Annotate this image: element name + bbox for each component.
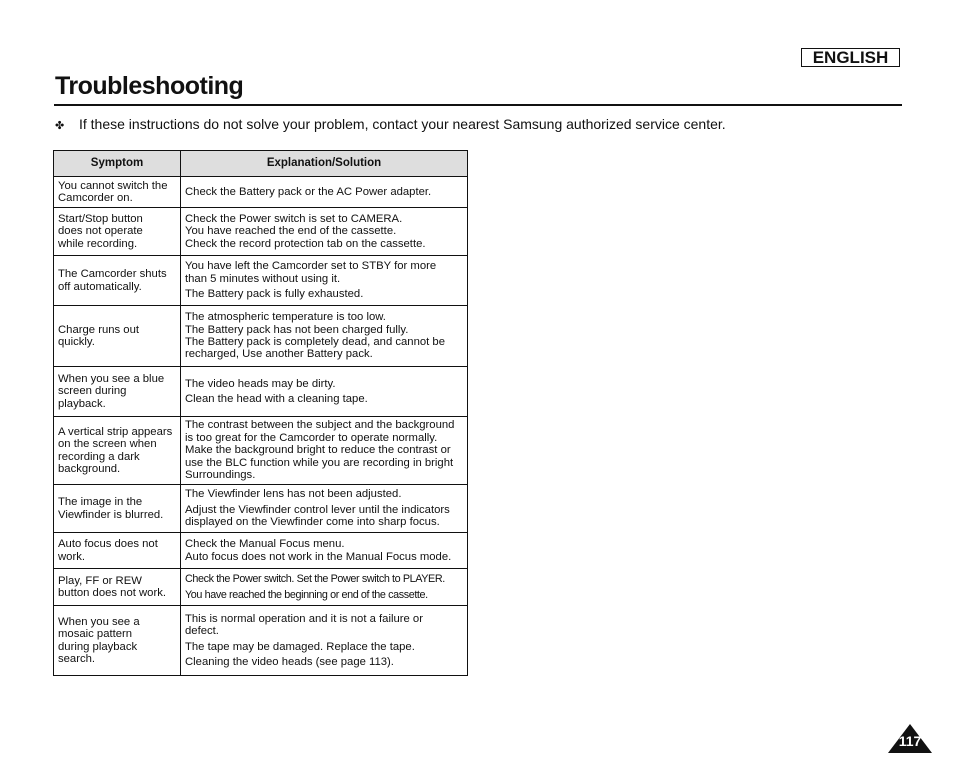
symptom-line: quickly. <box>58 336 95 348</box>
symptom-line: Play, FF or REW <box>58 574 142 587</box>
symptom-line: background. <box>58 462 121 475</box>
symptom-cell <box>54 606 181 676</box>
solution-line: Cleaning the video heads (see page 113). <box>185 655 394 668</box>
solution-line: The Battery pack has not been charged fully. <box>185 323 409 336</box>
solution-line: This is normal operation and it is not a failure or <box>185 612 423 625</box>
solution-cell <box>181 606 468 676</box>
symptom-line: work. <box>58 550 85 563</box>
symptom-line: while recording. <box>58 237 138 250</box>
page-number-marker <box>888 724 932 753</box>
symptom-line: on the screen when <box>58 438 157 451</box>
solution-line: Clean the head with a cleaning tape. <box>185 393 368 405</box>
table-row <box>54 256 468 306</box>
solution-cell <box>181 177 468 208</box>
symptom-cell <box>54 533 181 569</box>
table-row <box>54 417 468 485</box>
language-badge: ENGLISH <box>801 48 900 67</box>
table-row <box>54 485 468 533</box>
table-row <box>54 177 468 208</box>
table-row <box>54 367 468 417</box>
solution-line: The Battery pack is fully exhausted. <box>185 288 364 301</box>
page-title: Troubleshooting <box>55 72 244 100</box>
solution-line: You have reached the beginning or end of the cassette. <box>185 588 428 601</box>
solution-line: The Battery pack is completely dead, and cannot be <box>185 336 445 348</box>
solution-cell <box>181 208 468 256</box>
symptom-line: off automatically. <box>58 280 142 293</box>
symptom-cell <box>54 485 181 533</box>
solution-line: Surroundings. <box>185 469 256 482</box>
table-row <box>54 606 468 676</box>
intro-note <box>55 116 726 132</box>
symptom-cell <box>54 256 181 306</box>
solution-line: You have reached the end of the cassette. <box>185 225 397 238</box>
symptom-cell <box>54 417 181 485</box>
solution-cell <box>181 417 468 485</box>
column-header-solution: Explanation/Solution <box>181 151 468 177</box>
solution-line: Check the Battery pack or the AC Power adapter. <box>185 185 432 198</box>
solution-line: Auto focus does not work in the Manual Focus mode. <box>185 550 452 563</box>
table-row <box>54 208 468 256</box>
solution-line: is too great for the Camcorder to operate normally. <box>185 431 438 444</box>
solution-line: than 5 minutes without using it. <box>185 272 341 285</box>
intro-text: If these instructions do not solve your problem, contact your nearest Samsung authorized service center. <box>79 116 726 132</box>
solution-line: The video heads may be dirty. <box>185 377 336 390</box>
table-header-row <box>54 151 468 177</box>
page-number: 117 <box>898 733 922 749</box>
symptom-line: When you see a blue <box>58 372 165 385</box>
solution-line: Make the background bright to reduce the contrast or <box>185 444 451 457</box>
symptom-line: The Camcorder shuts <box>58 268 167 281</box>
solution-line: Adjust the Viewfinder control lever until the indicators <box>185 503 450 516</box>
symptom-line: Charge runs out <box>58 323 140 336</box>
symptom-line: When you see a <box>58 615 140 628</box>
solution-line: Check the Manual Focus menu. <box>185 538 345 551</box>
solution-line: recharged, Use another Battery pack. <box>185 348 373 361</box>
title-divider <box>54 104 902 106</box>
symptom-cell <box>54 569 181 606</box>
solution-line: The Viewfinder lens has not been adjusted. <box>185 488 402 501</box>
symptom-line: playback. <box>58 397 106 410</box>
solution-line: The tape may be damaged. Replace the tape. <box>185 640 415 653</box>
solution-line: The atmospheric temperature is too low. <box>185 311 386 324</box>
symptom-line: You cannot switch the <box>58 179 168 192</box>
solution-cell <box>181 485 468 533</box>
symptom-line: The image in the <box>58 496 143 509</box>
symptom-line: Auto focus does not <box>58 538 158 551</box>
solution-cell <box>181 306 468 367</box>
symptom-line: A vertical strip appears <box>58 425 173 438</box>
symptom-cell <box>54 177 181 208</box>
solution-line: defect. <box>185 625 219 638</box>
table-row <box>54 533 468 569</box>
symptom-cell <box>54 208 181 256</box>
column-header-symptom: Symptom <box>54 151 181 177</box>
solution-cell <box>181 569 468 606</box>
symptom-cell <box>54 367 181 417</box>
symptom-line: Start/Stop button <box>58 212 143 225</box>
symptom-line: search. <box>58 652 96 665</box>
symptom-line: Camcorder on. <box>58 192 133 204</box>
symptom-line: does not operate <box>58 225 143 238</box>
table-row <box>54 569 468 606</box>
solution-cell <box>181 367 468 417</box>
cross-bullet-icon: ✤ <box>55 120 65 132</box>
solution-line: use the BLC function while you are recording in bright <box>185 456 454 469</box>
table-row <box>54 306 468 367</box>
solution-line: Check the record protection tab on the cassette. <box>185 237 426 250</box>
symptom-line: screen during <box>58 385 127 398</box>
symptom-line: recording a dark <box>58 450 140 463</box>
solution-line: You have left the Camcorder set to STBY for more <box>185 260 437 273</box>
symptom-line: button does not work. <box>58 587 167 599</box>
solution-line: Check the Power switch is set to CAMERA. <box>185 212 403 225</box>
solution-cell <box>181 533 468 569</box>
solution-line: Check the Power switch. Set the Power switch to PLAYER. <box>185 573 445 586</box>
symptom-cell <box>54 306 181 367</box>
symptom-line: mosaic pattern <box>58 628 133 641</box>
solution-cell <box>181 256 468 306</box>
troubleshooting-table <box>53 150 468 676</box>
solution-line: displayed on the Viewfinder come into sharp focus. <box>185 516 440 529</box>
symptom-line: during playback <box>58 640 138 653</box>
solution-line: The contrast between the subject and the background <box>185 419 455 432</box>
symptom-line: Viewfinder is blurred. <box>58 508 164 521</box>
